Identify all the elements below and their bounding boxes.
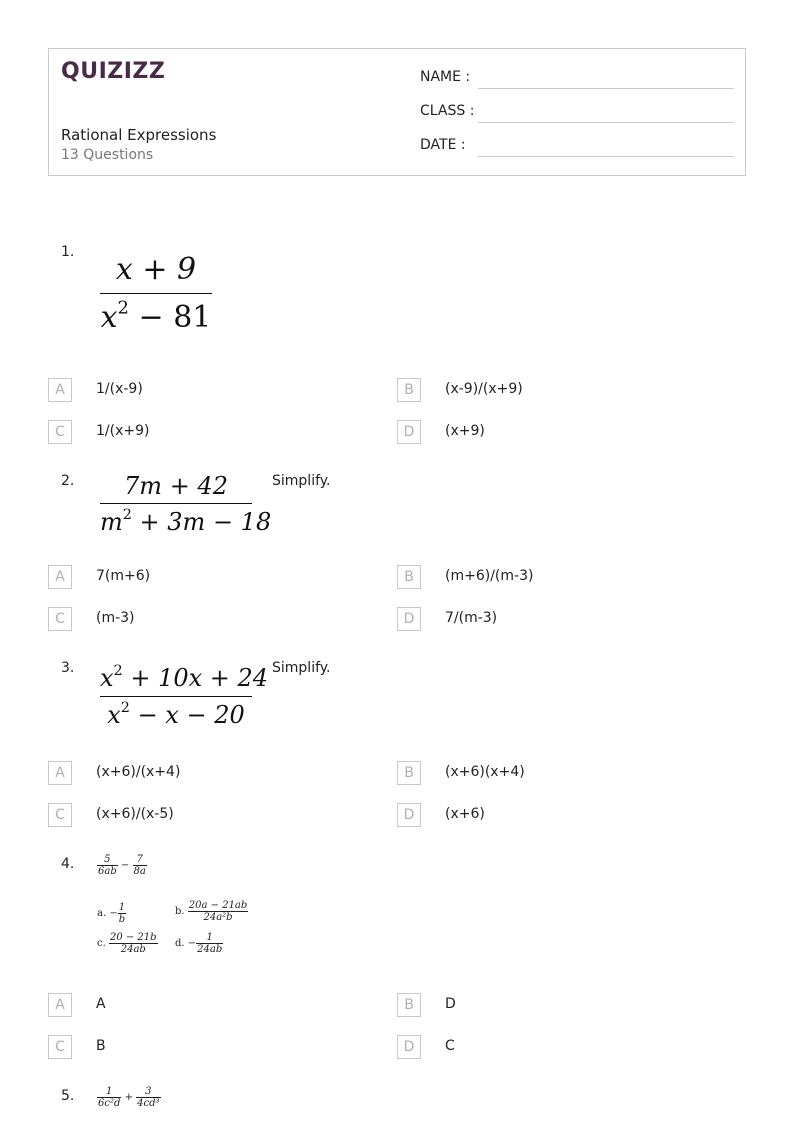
fraction-bar (100, 503, 252, 504)
question-1-number: 1. (61, 244, 75, 260)
name-field[interactable] (420, 69, 734, 89)
date-field[interactable] (420, 137, 734, 157)
fraction-bar (100, 696, 252, 697)
question-count: 13 Questions (61, 147, 154, 163)
question-4-choice-c: c. $\frac{20 - 21b}{24ab}$ (97, 932, 157, 955)
name-label: NAME : (420, 69, 471, 85)
question-3-numerator: $x^2 + 10x + 24$ (100, 663, 269, 692)
question-2-denominator: $m^2 + 3m - 18$ (100, 507, 272, 536)
class-line[interactable] (478, 122, 734, 123)
quizizz-logo: QUIZIZZ (61, 59, 166, 84)
class-label: CLASS : (420, 103, 475, 119)
question-3-instruction: Simplify. (272, 660, 331, 676)
question-3-fraction (100, 662, 269, 732)
date-line[interactable] (478, 156, 734, 157)
worksheet-header (48, 48, 746, 176)
question-5-problem: $\frac{1}{\text{6c²d}}$ + $\frac{3}{\text{4cd³}}$ (98, 1086, 160, 1109)
question-5-number: 5. (61, 1088, 75, 1104)
question-4-number: 4. (61, 856, 75, 872)
question-4-choice-d: d. − $\frac{1}{24ab}$ (175, 932, 223, 955)
question-2-instruction: Simplify. (272, 473, 331, 489)
name-line[interactable] (478, 88, 734, 89)
question-3-denominator: $x^2 - x - 20$ (107, 700, 245, 729)
question-2-number: 2. (61, 473, 75, 489)
question-4-choice-b: b. $\frac{20a - 21ab}{\text{24a²b}}$ (175, 900, 248, 923)
question-4-problem: $\frac{5}{6ab}$ − $\frac{7}{8a}$ (98, 854, 146, 877)
question-3-number: 3. (61, 660, 75, 676)
worksheet-title: Rational Expressions (61, 126, 217, 144)
date-label: DATE : (420, 137, 466, 153)
question-1-fraction (100, 250, 212, 342)
question-2-fraction (100, 472, 272, 540)
question-2-numerator: 7m + 42 (124, 472, 228, 500)
fraction-bar (100, 293, 212, 294)
question-1-numerator: x + 9 (115, 252, 197, 287)
question-4-choice-a: a. − $\frac{1}{b}$ (97, 902, 126, 925)
question-1-denominator: $x^2 - 81$ (100, 297, 212, 335)
class-field[interactable] (420, 103, 734, 123)
